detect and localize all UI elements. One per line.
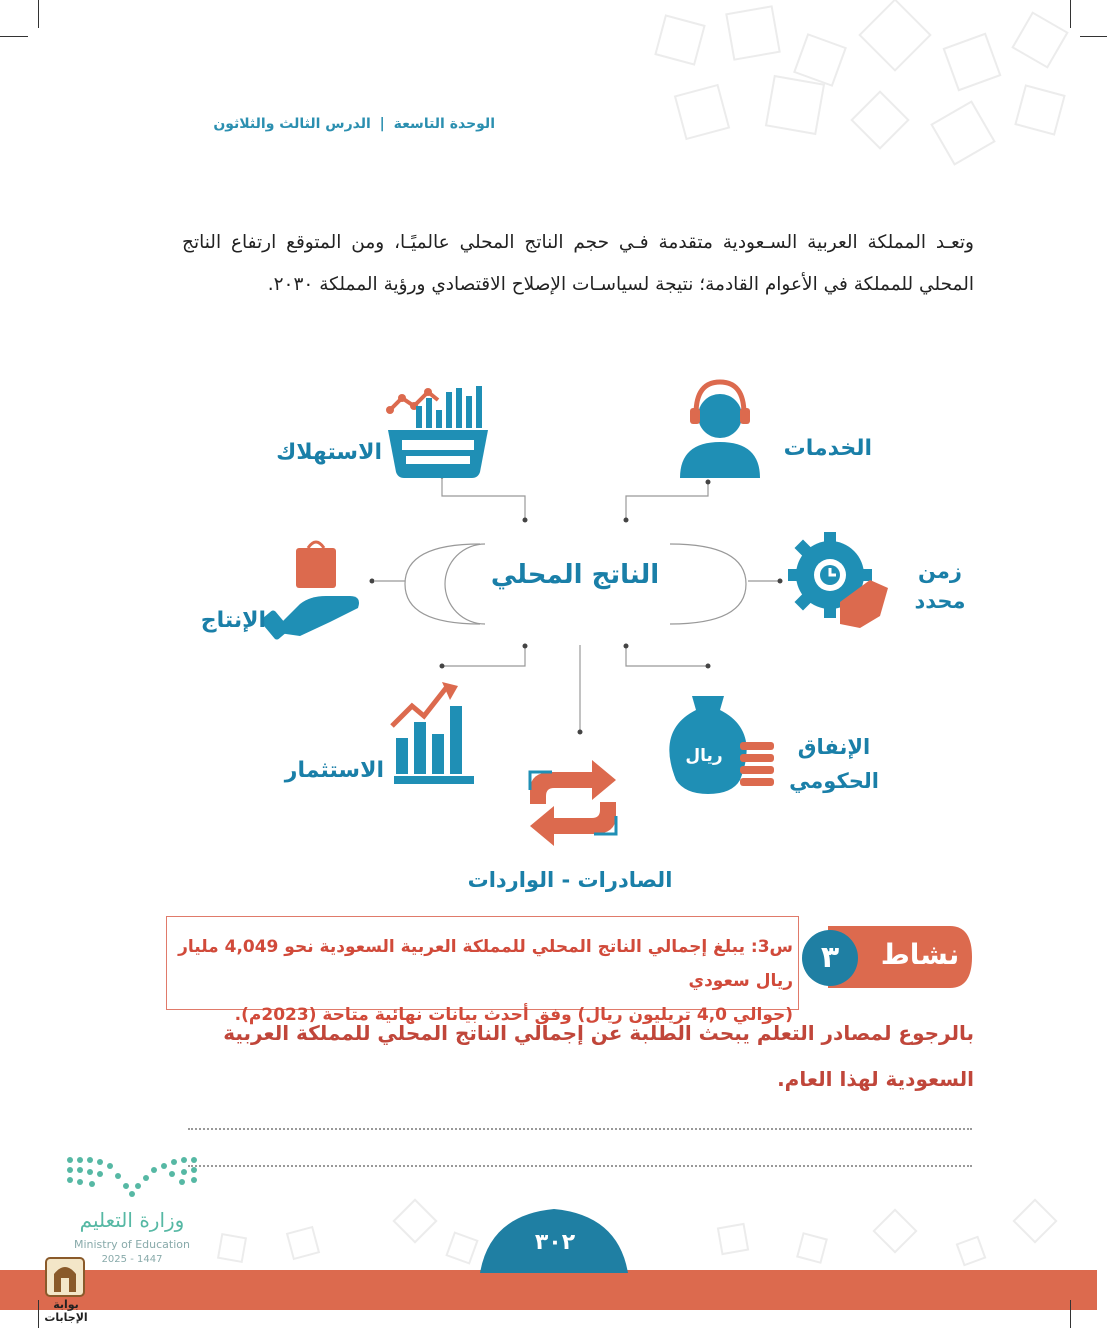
bar-growth-icon: [392, 682, 474, 784]
time-label-line2: محدد: [914, 589, 966, 613]
activity-number: ٣: [802, 930, 858, 986]
gov-label-line2: الحكومي: [789, 769, 879, 793]
lesson-title: الدرس الثالث والثلاثون: [213, 116, 371, 132]
money-bag-icon: [669, 696, 774, 794]
ministry-name-en: Ministry of Education: [73, 1238, 190, 1251]
gov-label-line1: الإنفاق: [797, 735, 871, 759]
footer-pattern: [200, 1196, 1100, 1270]
watermark-logo-icon: [44, 1256, 86, 1298]
investment-label: الاستثمار: [284, 758, 384, 783]
trade-label: الصادرات - الواردات: [467, 868, 673, 892]
answer-line-2: (حوالي 4,0 تريليون ريال) وفق أحدث بيانات نهائية متاحة (2023م).: [234, 1005, 793, 1025]
ministry-name-ar: وزارة التعليم: [79, 1208, 185, 1232]
header-separator: |: [379, 116, 385, 132]
hand-box-icon: [260, 542, 359, 641]
time-label-line1: زمن: [918, 559, 962, 583]
answer-line[interactable]: [188, 1165, 972, 1167]
unit-title: الوحدة التاسعة: [393, 116, 495, 132]
ministry-year: 2025 - 1447: [101, 1254, 163, 1265]
basket-chart-icon: [386, 386, 488, 478]
background-pattern: [620, 0, 1100, 180]
answer-line-1: س3: يبلغ إجمالي الناتج المحلي للمملكة العربية السعودية نحو 4,049 مليار ريال سعودي: [178, 937, 793, 991]
consumption-label: الاستهلاك: [276, 440, 382, 465]
production-label: الإنتاج: [200, 608, 266, 633]
ministry-logo-icon: [62, 1152, 202, 1202]
currency-label: ريال: [685, 746, 723, 766]
exchange-arrows-icon: [530, 760, 616, 846]
crop-mark: [1070, 1300, 1071, 1328]
crop-mark: [38, 1300, 39, 1328]
activity-title: نشاط: [880, 938, 960, 971]
page-number: ٣٠٢: [534, 1230, 576, 1255]
gear-clock-icon: [788, 532, 888, 628]
headset-person-icon: [680, 382, 760, 478]
crop-mark: [38, 0, 39, 28]
activity-task: بالرجوع لمصادر التعلم يبحث الطلبة عن إجمالي الناتج المحلي للمملكة العربية السعودية لهذا العام.: [223, 1021, 974, 1091]
gov-spending-label: [784, 730, 884, 798]
time-label: [910, 556, 970, 616]
answer-line[interactable]: [188, 1128, 972, 1130]
diagram-center-label: الناتج المحلي: [490, 560, 660, 590]
services-label: الخدمات: [783, 436, 872, 461]
watermark-text: بوابة الإجابات: [44, 1298, 88, 1324]
crop-mark: [0, 36, 28, 37]
intro-paragraph: وتعـد المملكة العربية السـعودية متقدمة فـي حجم الناتج المحلي عالميًـا، ومن المتوقع ارتفاع الناتج المحلي للمملكة في الأعوام القادمة؛ نتيجة لسياسـات الإصلاح الاقتصادي ورؤية المملكة ٢٠٣٠.: [182, 232, 974, 295]
page-header: [180, 116, 495, 132]
